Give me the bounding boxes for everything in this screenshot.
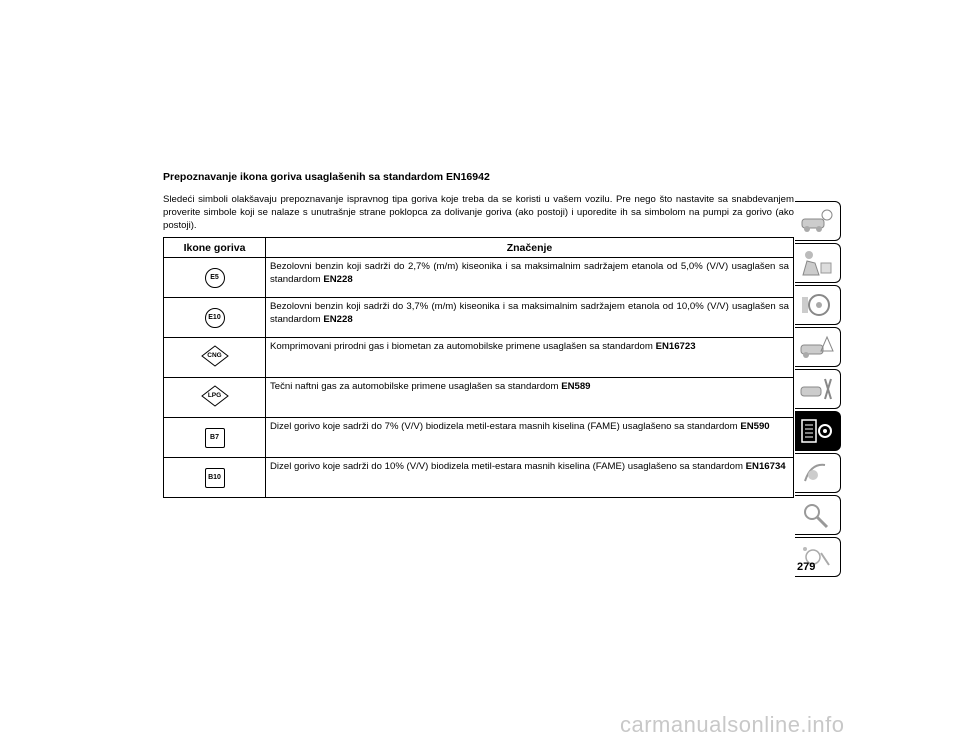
meaning-text: Dizel gorivo koje sadrži do 7% (V/V) biodizela metil-estara masnih kiselina (FAME) usaglašeno sa standardom bbox=[270, 421, 741, 432]
car-dashboard-icon bbox=[799, 207, 835, 235]
car-warning-icon bbox=[799, 333, 835, 361]
meaning-cell bbox=[266, 338, 794, 378]
tab-maintenance[interactable] bbox=[795, 369, 841, 409]
tab-safety[interactable] bbox=[795, 243, 841, 283]
meaning-text: Dizel gorivo koje sadrži do 10% (V/V) biodizela metil-estara masnih kiselina (FAME) usaglašeno sa standardom bbox=[270, 461, 746, 472]
lpg-fuel-icon bbox=[201, 385, 229, 407]
b10-fuel-icon: B10 bbox=[205, 468, 225, 488]
tab-dashboard[interactable] bbox=[795, 201, 841, 241]
steering-wheel-icon bbox=[799, 291, 835, 319]
b7-fuel-icon: B7 bbox=[205, 428, 225, 448]
car-tools-icon bbox=[799, 375, 835, 403]
icon-cell bbox=[164, 418, 266, 458]
page-number: 279 bbox=[797, 561, 816, 573]
table-row bbox=[164, 418, 794, 458]
header-icons: Ikone goriva bbox=[164, 238, 266, 258]
cng-fuel-icon bbox=[201, 345, 229, 367]
table-row bbox=[164, 458, 794, 498]
meaning-cell bbox=[266, 298, 794, 338]
list-gear-icon bbox=[799, 417, 835, 445]
standard-code: EN16734 bbox=[745, 461, 786, 472]
tab-driving[interactable] bbox=[795, 285, 841, 325]
lpg-label: LPG bbox=[207, 392, 222, 399]
section-heading: Prepoznavanje ikona goriva usaglašenih sa standardom EN16942 bbox=[163, 171, 490, 183]
meaning-text: Bezolovni benzin koji sadrži do 2,7% (m/m) kiseonika i sa maksimalnim sadržajem etanola od 5,0% (V/V) usaglašen sa standardom bbox=[270, 261, 789, 285]
table-row bbox=[164, 378, 794, 418]
person-seat-icon bbox=[799, 249, 835, 277]
meaning-text: Tečni naftni gas za automobilske primene usaglašen sa standardom bbox=[270, 381, 562, 392]
meaning-text: Komprimovani prirodni gas i biometan za automobilske primene usaglašen sa standardom bbox=[270, 341, 656, 352]
icon-cell bbox=[164, 298, 266, 338]
intro-paragraph: Sledeći simboli olakšavaju prepoznavanje ispravnog tipa goriva koje treba da se koristi u vašem vozilu. Pre nego što nastavite sa snabdevanjem proverite simbole koji se nalaze s unutrašnje strane poklopca za dolivanje goriva (ako postoji) i uporedite ih sa simbolom na pumpi za gorivo (ako postoji). bbox=[163, 194, 794, 231]
fuel-icons-table bbox=[163, 237, 794, 498]
icon-cell bbox=[164, 338, 266, 378]
table-row bbox=[164, 338, 794, 378]
icon-cell bbox=[164, 458, 266, 498]
tab-multimedia[interactable] bbox=[795, 453, 841, 493]
cng-label: CNG bbox=[207, 352, 222, 359]
search-icon bbox=[799, 501, 835, 529]
e10-fuel-icon: E10 bbox=[205, 308, 225, 328]
standard-code: EN228 bbox=[323, 274, 353, 285]
table-row bbox=[164, 258, 794, 298]
meaning-cell bbox=[266, 258, 794, 298]
media-icon bbox=[799, 459, 835, 487]
meaning-cell bbox=[266, 378, 794, 418]
meaning-cell bbox=[266, 418, 794, 458]
standard-code: EN589 bbox=[561, 381, 591, 392]
chapter-tabs bbox=[795, 201, 841, 579]
tab-technical-data[interactable] bbox=[795, 411, 841, 451]
watermark: carmanualsonline.info bbox=[620, 712, 845, 737]
standard-code: EN590 bbox=[740, 421, 770, 432]
header-meaning: Značenje bbox=[266, 238, 794, 258]
icon-cell bbox=[164, 258, 266, 298]
tab-index[interactable] bbox=[795, 495, 841, 535]
standard-code: EN228 bbox=[323, 314, 353, 325]
icon-cell bbox=[164, 378, 266, 418]
standard-code: EN16723 bbox=[655, 341, 696, 352]
tab-emergency[interactable] bbox=[795, 327, 841, 367]
meaning-cell bbox=[266, 458, 794, 498]
e5-fuel-icon: E5 bbox=[205, 268, 225, 288]
meaning-text: Bezolovni benzin koji sadrži do 3,7% (m/m) kiseonika i sa maksimalnim sadržajem etanola od 10,0% (V/V) usaglašen sa standardom bbox=[270, 301, 789, 325]
table-header-row bbox=[164, 238, 794, 258]
table-row bbox=[164, 298, 794, 338]
